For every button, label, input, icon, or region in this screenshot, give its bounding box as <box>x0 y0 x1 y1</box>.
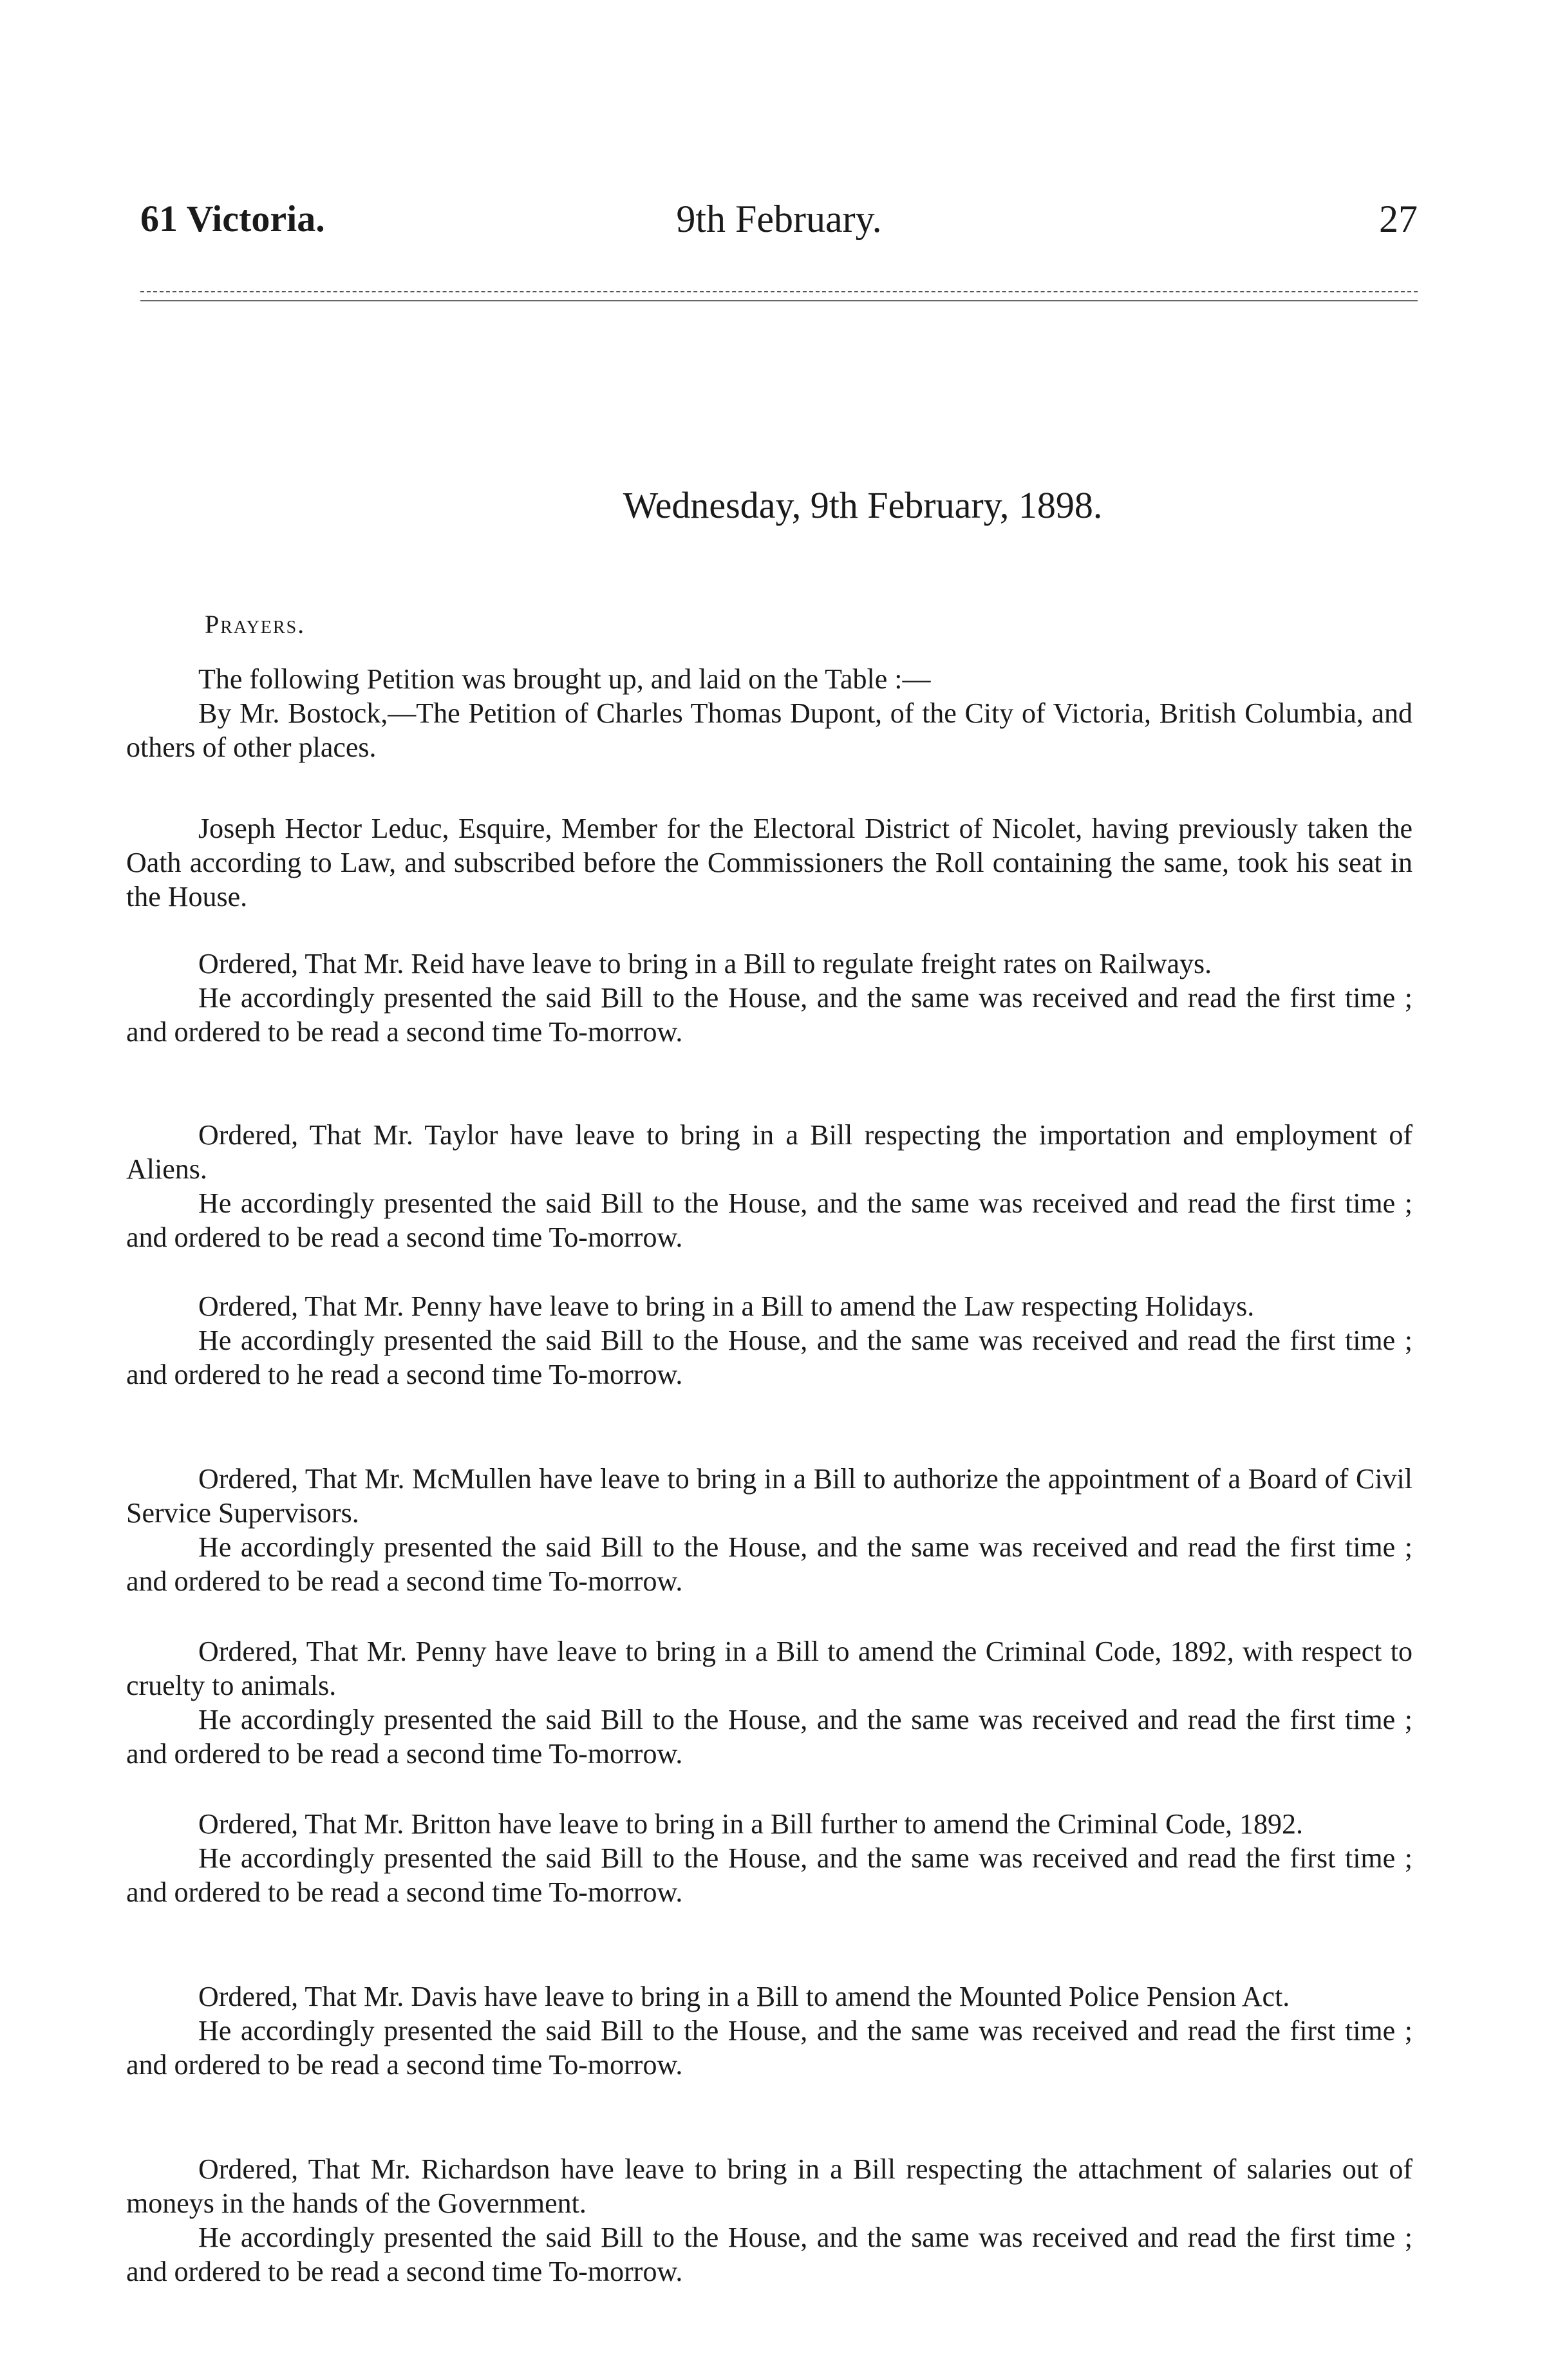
bill-entry-penny-holidays <box>126 1289 1413 1392</box>
page-date: 9th February. <box>676 198 882 240</box>
bill-entry-britton <box>126 1807 1413 1909</box>
order-paragraph: Ordered, That Mr. Penny have leave to bring in a Bill to amend the Criminal Code, 1892, with respect to cruelty to animals. <box>126 1636 1413 1701</box>
header-rule-top <box>140 291 1418 292</box>
presentation-paragraph: He accordingly presented the said Bill to the House, and the same was received and read the first time ; and ordered to be read a second time To-morrow. <box>126 1531 1413 1597</box>
bill-entry-reid <box>126 947 1413 1049</box>
running-head <box>140 193 1418 245</box>
petition-detail: By Mr. Bostock,—The Petition of Charles Thomas Dupont, of the City of Victoria, British Columbia, and others of other places. <box>126 697 1413 763</box>
order-paragraph: Ordered, That Mr. Richardson have leave to bring in a Bill respecting the attachment of salaries out of moneys in the hands of the Government. <box>126 2153 1413 2219</box>
presentation-paragraph: He accordingly presented the said Bill to the House, and the same was received and read the first time ; and ordered to be read a second time To-morrow. <box>126 982 1413 1048</box>
presentation-paragraph: He accordingly presented the said Bill to the House, and the same was received and read the first time ; and ordered to be read a second time To-morrow. <box>126 2015 1413 2081</box>
oath-block <box>126 811 1413 914</box>
order-paragraph: Ordered, That Mr. Penny have leave to bring in a Bill to amend the Law respecting Holidays. <box>198 1290 1255 1322</box>
petition-block <box>126 662 1413 764</box>
presentation-paragraph: He accordingly presented the said Bill to the House, and the same was received and read the first time ; and ordered to be read a second time To-morrow. <box>126 1704 1413 1770</box>
bill-entry-taylor <box>126 1118 1413 1254</box>
prayers-heading <box>205 605 305 644</box>
date-heading: Wednesday, 9th February, 1898. <box>623 484 1103 526</box>
order-paragraph: Ordered, That Mr. Davis have leave to bring in a Bill to amend the Mounted Police Pension Act. <box>198 1981 1290 2012</box>
order-paragraph: Ordered, That Mr. Taylor have leave to bring in a Bill respecting the importation and employment of Aliens. <box>126 1119 1413 1185</box>
petition-intro: The following Petition was brought up, and laid on the Table :— <box>198 663 931 695</box>
presentation-paragraph: He accordingly presented the said Bill to the House, and the same was received and read the first time ; and ordered to he read a second time To-morrow. <box>126 1325 1413 1390</box>
header-rule-bottom <box>140 300 1418 301</box>
order-paragraph: Ordered, That Mr. McMullen have leave to bring in a Bill to authorize the appointment of a Board of Civil Service Supervisors. <box>126 1463 1413 1529</box>
bill-entry-mcmullen <box>126 1462 1413 1598</box>
prayers-label: Prayers. <box>205 610 306 639</box>
bill-entry-penny-criminal-code <box>126 1634 1413 1771</box>
oath-paragraph: Joseph Hector Leduc, Esquire, Member for the Electoral District of Nicolet, having previously taken the Oath according to Law, and subscribed before the Commissioners the Roll containing the same, took his seat in the House. <box>126 813 1413 912</box>
presentation-paragraph: He accordingly presented the said Bill to the House, and the same was received and read the first time ; and ordered to be read a second time To-morrow. <box>126 2222 1413 2287</box>
order-paragraph: Ordered, That Mr. Britton have leave to bring in a Bill further to amend the Criminal Code, 1892. <box>198 1808 1304 1840</box>
session-label: 61 Victoria. <box>140 198 325 240</box>
order-paragraph: Ordered, That Mr. Reid have leave to bring in a Bill to regulate freight rates on Railways. <box>198 948 1212 979</box>
bill-entry-richardson <box>126 2152 1413 2289</box>
presentation-paragraph: He accordingly presented the said Bill to the House, and the same was received and read the first time ; and ordered to be read a second time To-morrow. <box>126 1842 1413 1908</box>
bill-entry-davis <box>126 1979 1413 2082</box>
presentation-paragraph: He accordingly presented the said Bill to the House, and the same was received and read the first time ; and ordered to be read a second time To-morrow. <box>126 1187 1413 1253</box>
page-number: 27 <box>1379 198 1418 240</box>
